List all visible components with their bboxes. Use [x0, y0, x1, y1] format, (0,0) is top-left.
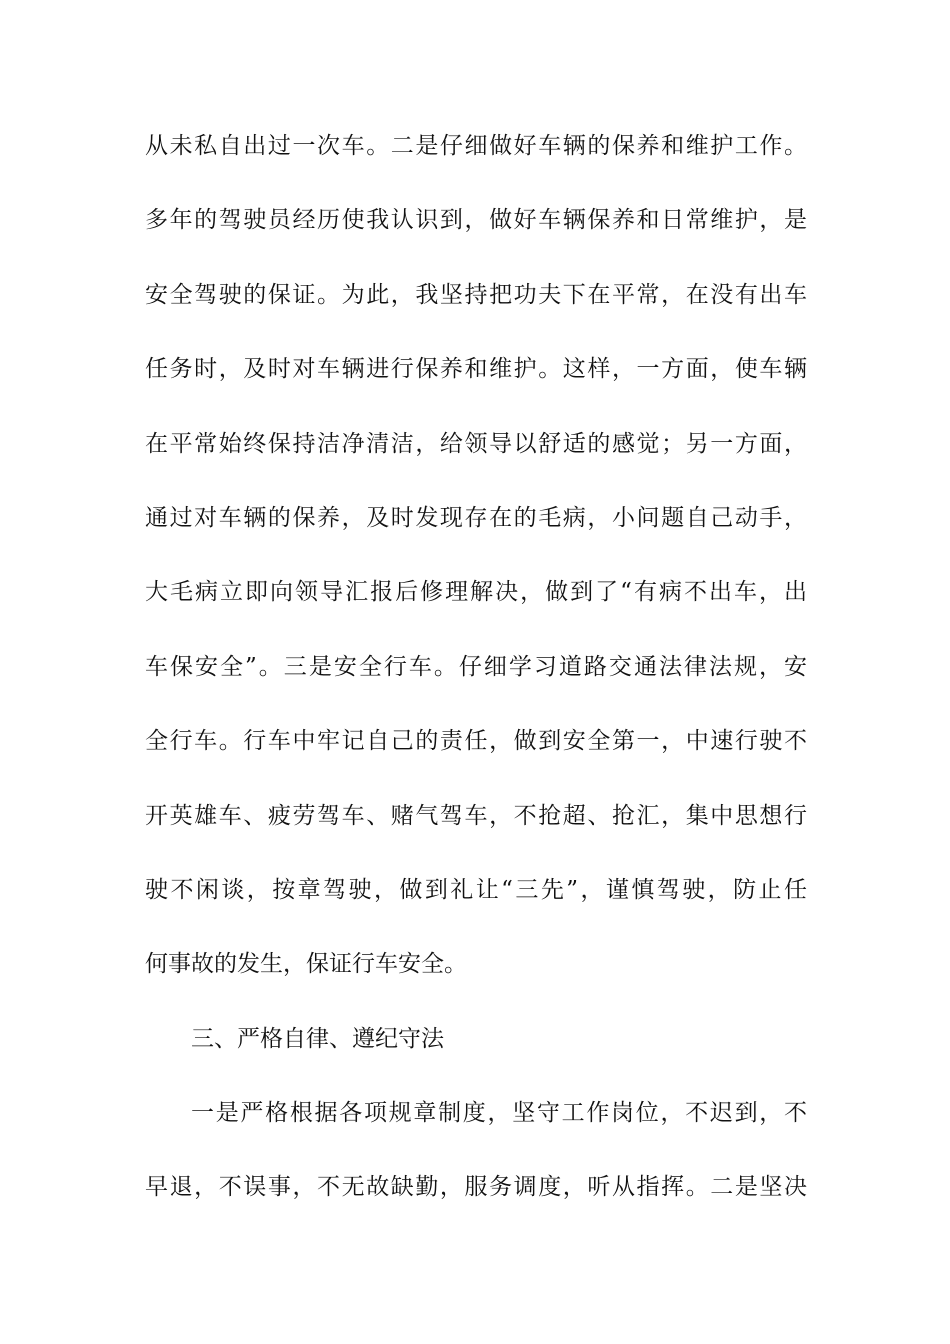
text-line-12: 何事故的发生，保证行车安全。 — [145, 951, 467, 978]
text-line-3: 安全驾驶的保证。为此，我坚持把功夫下在平常，在没有出车 — [145, 281, 807, 308]
text-line-11: 驶不闲谈，按章驾驶，做到礼让“三先”，谨慎驾驶，防止任 — [145, 876, 807, 903]
section-heading: 三、严格自律、遵纪守法 — [191, 1025, 444, 1052]
text-line-9: 全行车。行车中牢记自己的责任，做到安全第一，中速行驶不 — [145, 728, 807, 755]
text-line-4: 任务时，及时对车辆进行保养和维护。这样，一方面，使车辆 — [145, 356, 807, 383]
text-line-7: 大毛病立即向领导汇报后修理解决，做到了“有病不出车，出 — [145, 579, 807, 606]
text-line-10: 开英雄车、疲劳驾车、赌气驾车，不抢超、抢汇，集中思想行 — [145, 802, 807, 829]
text-line-1: 从未私自出过一次车。二是仔细做好车辆的保养和维护工作。 — [145, 133, 807, 159]
text-line-5: 在平常始终保持洁净清洁，给领导以舒适的感觉；另一方面， — [145, 430, 807, 457]
text-line-2: 多年的驾驶员经历使我认识到，做好车辆保养和日常维护，是 — [145, 207, 807, 234]
body-text — [145, 128, 807, 1244]
text-line-14: 一是严格根据各项规章制度，坚守工作岗位，不迟到，不 — [191, 1100, 807, 1127]
text-line-8: 车保安全”。三是安全行车。仔细学习道路交通法律法规，安 — [145, 653, 807, 680]
text-line-15: 早退，不误事，不无故缺勤，服务调度，听从指挥。二是坚决 — [145, 1174, 807, 1201]
text-line-6: 通过对车辆的保养，及时发现存在的毛病，小问题自己动手， — [145, 504, 807, 531]
